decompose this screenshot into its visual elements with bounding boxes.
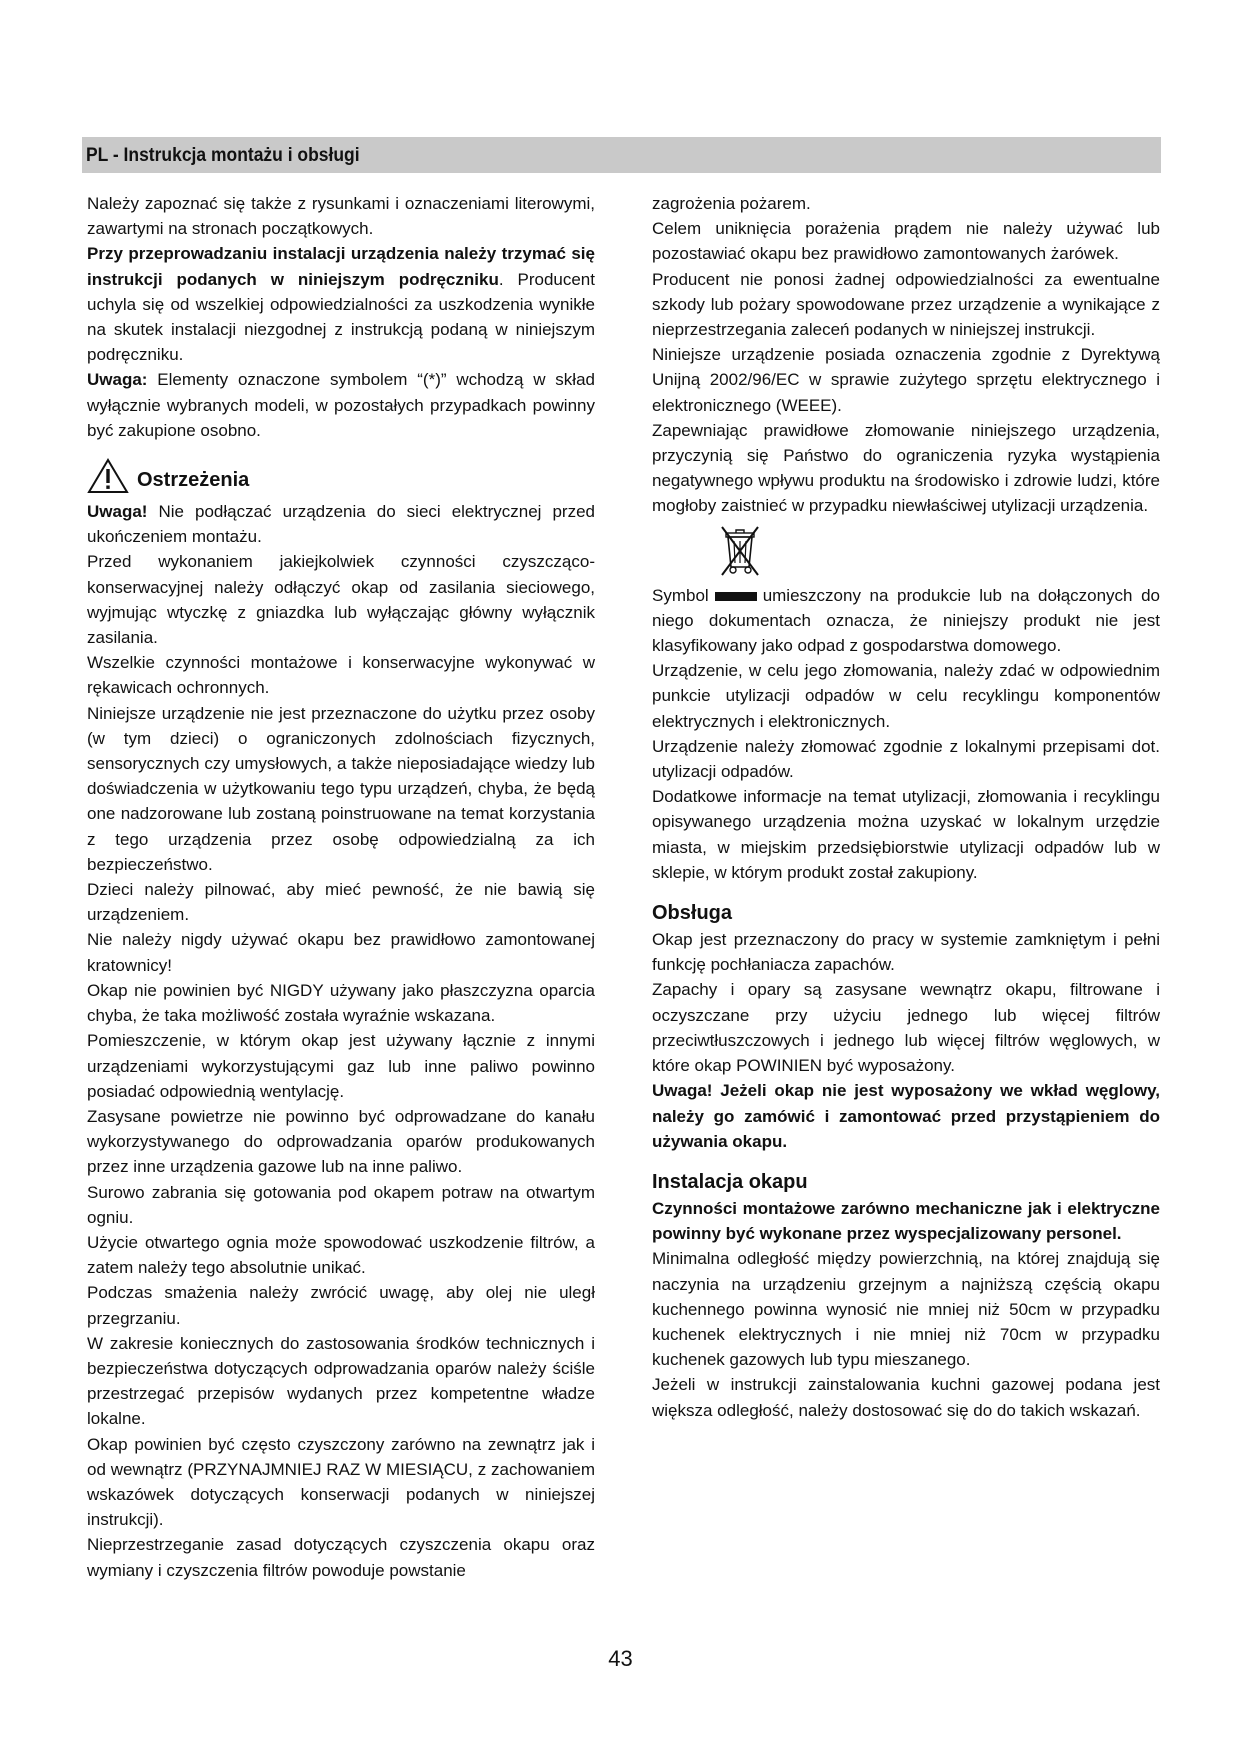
- weee-bin-icon: [718, 523, 762, 579]
- right-column: [652, 191, 1160, 1423]
- instruction-rest: . Producent uchyla się od wszelkiej odpowiedzialności za uszkodzenia wynikłe na skutek instalacji niezgodnej z instrukcją podaną w niniejszym podręczniku.: [87, 269, 595, 365]
- grille-paragraph: Nie należy nigdy używać okapu bez prawidłowo zamontowanej kratownicy!: [87, 930, 595, 975]
- shelf-paragraph: Okap nie powinien być NIGDY używany jako płaszczyzna oparcia chyba, że taka możliwość została wyraźnie wskazana.: [87, 980, 595, 1026]
- local-rules-paragraph: Urządzenie należy złomować zgodnie z lokalnymi przepisami dot. utylizacji odpadów.: [652, 736, 1160, 782]
- installation-personnel-paragraph: Czynności montażowe zarówno mechaniczne jak i elektryczne powinny być wykonane przez wyspecjalizowany personel.: [652, 1198, 1160, 1244]
- filters-paragraph: Zapachy i opary są zasysane wewnątrz okapu, filtrowane i oczyszczane przy użyciu jednego lub więcej filtrów przeciwtłuszczowych i jednego lub więcej filtrów węglowych, w które okap POWINIEN być wyposażony.: [652, 980, 1160, 1076]
- warning-triangle-icon: [87, 458, 129, 494]
- liability-paragraph: Producent nie ponosi żadnej odpowiedzialności za ewentualne szkody lub pożary spowodowane przez urządzenie a wynikające z nieprzestrzegania zaleceń podanych w niniejszej instrukcji.: [652, 269, 1160, 340]
- closed-system-paragraph: Okap jest przeznaczony do pracy w systemie zamkniętym i pełni funkcję pochłaniacza zapachów.: [652, 930, 1160, 975]
- symbol-text: umieszczony na produkcie lub na dołączonych do niego dokumentach oznacza, że niniejszy produkt nie jest klasyfikowany jako odpad z gospodarstwa domowego.: [652, 585, 1160, 656]
- distance-paragraph: Minimalna odległość między powierzchnią, na której znajdują się naczynia na urządzeniu grzejnym a najniższą częścią okapu kuchennego powinna wynosić nie mniej niż 50cm w przypadku kuchenek elektrycznych i nie mniej niż 70cm w przypadku kuchenek gazowych lub typu mieszanego.: [652, 1249, 1160, 1370]
- section-header-bar: [82, 137, 1161, 173]
- carbon-filter-warning: Uwaga! Jeżeli okap nie jest wyposażony we wkład węglowy, należy go zamówić i zamontować przed przystąpieniem do używania okapu.: [652, 1081, 1160, 1151]
- frying-paragraph: Podczas smażenia należy zwrócić uwagę, aby olej nie uległ przegrzaniu.: [87, 1283, 595, 1328]
- note-paragraph: [87, 367, 595, 443]
- section-title: PL - Instrukcja montażu i obsługi: [86, 145, 360, 166]
- symbol-label: Symbol: [652, 585, 709, 605]
- children-paragraph: Dzieci należy pilnować, aby mieć pewność, że nie bawią się urządzeniem.: [87, 880, 595, 925]
- gloves-paragraph: Wszelkie czynności montażowe i konserwacyjne wykonywać w rękawicach ochronnych.: [87, 653, 595, 698]
- intro-paragraph: Należy zapoznać się także z rysunkami i oznaczeniami literowymi, zawartymi na stronach początkowych.: [87, 194, 595, 239]
- bulbs-paragraph: Celem uniknięcia porażenia prądem nie należy używać lub pozostawiać okapu bez prawidłowo zamontowanych żarówek.: [652, 219, 1160, 264]
- regulations-paragraph: W zakresie koniecznych do zastosowania środków technicznych i bezpieczeństwa dotyczących odprowadzania oparów należy ściśle przestrzegać przepisów wydanych przez kompetentne władze lokalne.: [87, 1333, 595, 1429]
- left-column: [87, 191, 595, 1583]
- warning-label: Uwaga!: [87, 502, 148, 522]
- operation-heading: Obsługa: [652, 902, 733, 925]
- note-text: Elementy oznaczone symbolem “(*)” wchodzą w skład wyłącznie wybranych modeli, w pozostałych przypadkach powinny być zakupione osobno.: [87, 370, 595, 440]
- warning-connect-paragraph: [87, 499, 595, 549]
- warnings-heading: [87, 457, 595, 495]
- disposal-paragraph: Zapewniając prawidłowe złomowanie niniejszego urządzenia, przyczynią się Państwo do ograniczenia ryzyka wystąpienia negatywnego wpływu produktu na środowisko i zdrowie ludzi, które mogłoby zaistnieć w przypadku niewłaściwej utylizacji urządzenia.: [652, 420, 1160, 516]
- collection-paragraph: Urządzenie, w celu jego złomowania, należy zdać w odpowiednim punkcie utylizacji odpadów w celu recyklingu komponentów elektrycznych i elektronicznych.: [652, 661, 1160, 731]
- page-number: 43: [608, 1646, 633, 1671]
- weee-directive-paragraph: Niniejsze urządzenie posiada oznaczenia zgodnie z Dyrektywą Unijną 2002/96/EC w sprawie zużytego sprzętu elektrycznego i elektronicznego (WEEE).: [652, 345, 1160, 415]
- cleaning-paragraph: Przed wykonaniem jakiejkolwiek czynności czyszcząco-konserwacyjnej należy odłączyć okap od zasilania sieciowego, wyjmując wtyczkę z gniazdka lub wyłączając główny wyłącznik zasilania.: [87, 552, 595, 648]
- warnings-title: Ostrzeżenia: [137, 469, 250, 492]
- instruction-paragraph: [87, 241, 595, 367]
- installation-heading: Instalacja okapu: [652, 1170, 808, 1193]
- room-ventilation-paragraph: Pomieszczenie, w którym okap jest używany łącznie z innymi urządzeniami wykorzystującymi gaz lub inne paliwo powinno posiadać odpowiednią wentylację.: [87, 1031, 595, 1101]
- open-flame-paragraph: Surowo zabrania się gotowania pod okapem potraw na otwartym ogniu.: [87, 1182, 595, 1227]
- monthly-cleaning-paragraph: Okap powinien być często czyszczony zarówno na zewnątrz jak i od wewnątrz (PRZYNAJMNIEJ RAZ W MIESIĄCU, z zachowaniem wskazówek dotyczących konserwacji podanych w niniejszej instrukcji).: [87, 1434, 595, 1530]
- note-label: Uwaga:: [87, 370, 148, 390]
- more-info-paragraph: Dodatkowe informacje na temat utylizacji, złomowania i recyklingu opisywanego urządzenia można uzyskać w lokalnym urzędzie miasta, w miejskim przedsiębiorstwie utylizacji odpadów lub w sklepie, w którym produkt został zakupiony.: [652, 787, 1160, 882]
- warning-connect-text: Nie podłączać urządzenia do sieci elektrycznej przed ukończeniem montażu.: [87, 502, 595, 547]
- gas-cooker-paragraph: Jeżeli w instrukcji zainstalowania kuchni gazowej podana jest większa odległość, należy dostosować się do do takich wskazań.: [652, 1375, 1160, 1420]
- fire-risk-continuation: zagrożenia pożarem.: [652, 194, 811, 213]
- fire-damage-paragraph: Użycie otwartego ognia może spowodować uszkodzenie filtrów, a zatem należy tego absolutnie unikać.: [87, 1232, 595, 1278]
- neglect-paragraph: Nieprzestrzeganie zasad dotyczących czyszczenia okapu oraz wymiany i czyszczenia filtrów powoduje powstanie: [87, 1535, 595, 1580]
- persons-paragraph: Niniejsze urządzenie nie jest przeznaczone do użytku przez osoby (w tym dzieci) o ograniczonych zdolnościach fizycznych, sensorycznych czy umysłowych, a także nieposiadające wiedzy lub doświadczenia w użytkowaniu tego typu urządzeń, chyba, że będą one nadzorowane lub zostaną poinstruowane na temat korzystania z tego urządzenia przez osobę odpowiedzialną za ich bezpieczeństwo.: [87, 703, 595, 874]
- symbol-paragraph: [652, 583, 1160, 659]
- symbol-bar-icon: [715, 592, 757, 601]
- exhaust-air-paragraph: Zasysane powietrze nie powinno być odprowadzane do kanału wykorzystywanego do odprowadzania oparów produkowanych przez inne urządzenia gazowe lub na inne paliwo.: [87, 1106, 595, 1177]
- instruction-bold: Przy przeprowadzaniu instalacji urządzenia należy trzymać się instrukcji podanych w niniejszym podręczniku: [87, 244, 595, 289]
